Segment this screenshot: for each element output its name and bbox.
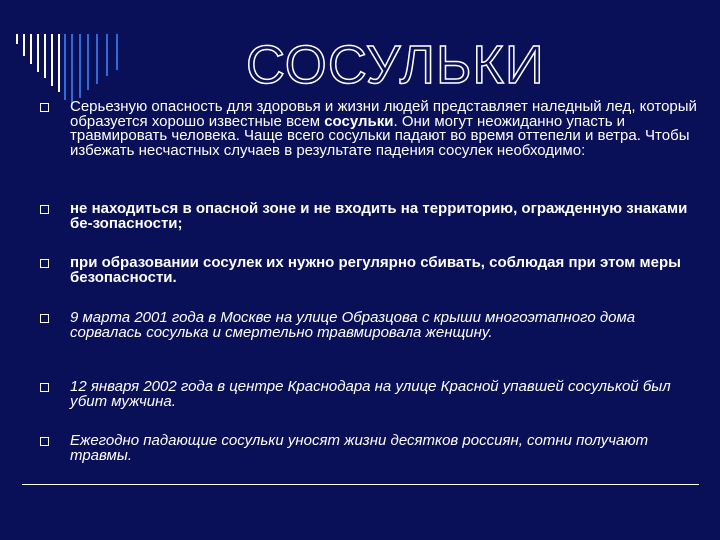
intro-text xyxy=(70,100,700,158)
bullet-text: при образовании сосулек их нужно регулярно сбивать, соблюдая при этом меры безопасности. xyxy=(70,254,681,286)
bullet-text: Ежегодно падающие сосульки уносят жизни десятков россиян, сотни получают травмы. xyxy=(70,432,649,464)
intro-text-after: . Они могут неожиданно упасть и травмировать человека. Чаще всего сосульки падают во время оттепели и ветра. Чтобы избежать несчастных случаев в результате падения сосулек необходимо: xyxy=(70,112,690,159)
checkbox-bullet-icon xyxy=(40,437,49,446)
bullet-text: не находиться в опасной зоне и не входить на территорию, огражденную знаками бе-зопасности; xyxy=(70,200,688,232)
checkbox-bullet-icon xyxy=(40,259,49,268)
bullet-text: 12 января 2002 года в центре Краснодара на улице Красной упавшей сосулькой был убит мужчина. xyxy=(70,378,671,410)
intro-bold-word: сосульки xyxy=(324,112,394,130)
checkbox-bullet-icon xyxy=(40,103,49,112)
checkbox-bullet-icon xyxy=(40,314,49,323)
intro-text-before: Серьезную опасность для здоровья и жизни людей представляет наледный лед, который образуется хорошо известные всем xyxy=(70,98,697,130)
slide-title: СОСУЛЬКИ xyxy=(246,35,545,95)
divider xyxy=(22,484,699,485)
bullet-text: 9 марта 2001 года в Москве на улице Образцова с крыши многоэтапного дома сорвалась сосулька и смертельно травмировала женщину. xyxy=(70,309,636,341)
checkbox-bullet-icon xyxy=(40,383,49,392)
checkbox-bullet-icon xyxy=(40,205,49,214)
